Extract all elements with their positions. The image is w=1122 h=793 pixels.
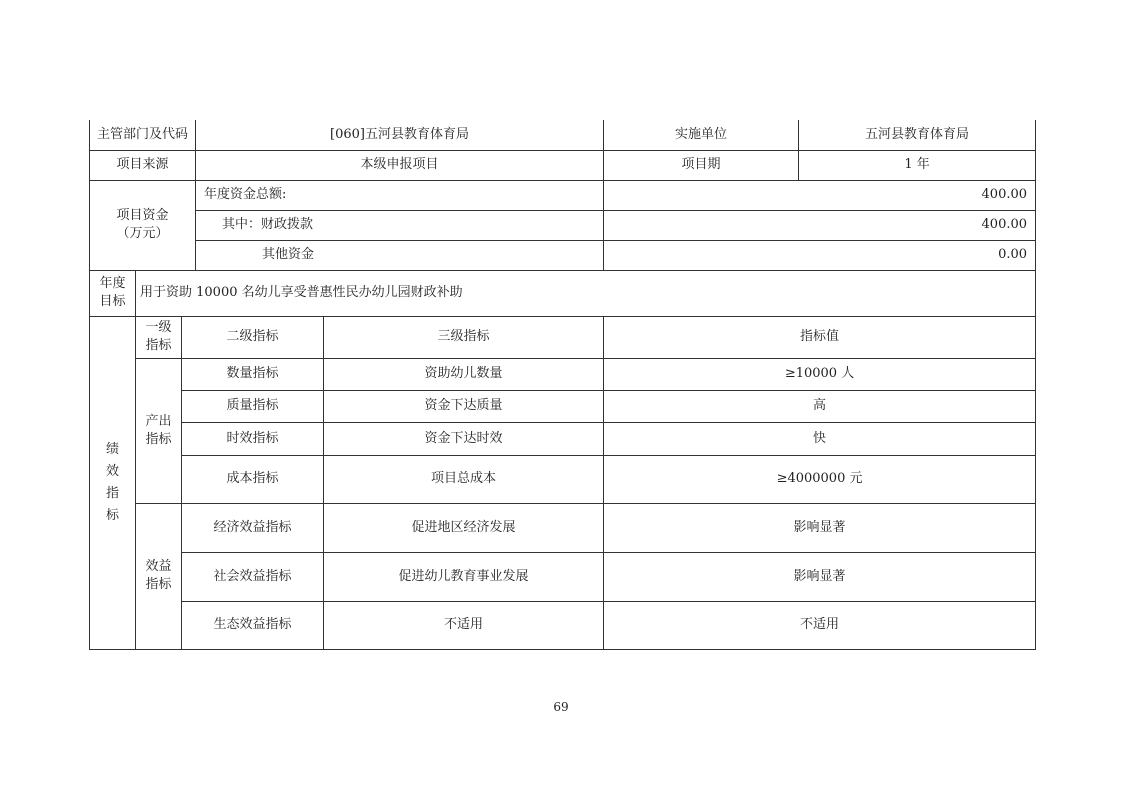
source-label: 项目来源	[90, 150, 196, 180]
output-level3: 资金下达质量	[324, 390, 604, 422]
benefit-level2: 经济效益指标	[182, 503, 324, 552]
output-label	[136, 358, 182, 503]
source-value: 本级申报项目	[196, 150, 604, 180]
benefit-label-line1: 效益	[145, 559, 172, 574]
funds-label-line2: （万元）	[116, 226, 169, 241]
indicator-section-char-4: 标	[105, 507, 119, 523]
indicator-section-label	[90, 316, 136, 649]
output-level2: 时效指标	[182, 422, 324, 455]
period-value: 1 年	[799, 150, 1036, 180]
indicator-section-char-1: 绩	[105, 441, 119, 457]
benefit-level3: 促进地区经济发展	[324, 503, 604, 552]
output-label-line2: 指标	[145, 431, 172, 447]
impl-label: 实施单位	[604, 120, 799, 150]
head-level1	[136, 316, 182, 358]
goal-label-line1: 年度	[99, 276, 126, 291]
goal-text: 用于资助 10000 名幼儿享受普惠性民办幼儿园财政补助	[136, 270, 1036, 316]
benefit-level3: 不适用	[324, 601, 604, 649]
head-level1-line1: 一级	[145, 320, 172, 335]
dept-label: 主管部门及代码	[90, 120, 196, 150]
funds-other-row	[90, 240, 1036, 270]
head-level3: 三级指标	[324, 316, 604, 358]
goal-label	[90, 270, 136, 316]
indicator-header-row	[90, 316, 1036, 358]
table-row	[90, 552, 1036, 601]
output-level3: 资金下达时效	[324, 422, 604, 455]
period-label: 项目期	[604, 150, 799, 180]
goal-label-line2: 目标	[99, 294, 126, 309]
funds-total-label: 年度资金总额:	[196, 180, 604, 210]
output-level2: 质量指标	[182, 390, 324, 422]
benefit-value: 不适用	[604, 601, 1036, 649]
benefit-label-line2: 指标	[145, 577, 172, 592]
table-row	[90, 601, 1036, 649]
benefit-value: 影响显著	[604, 503, 1036, 552]
table-row	[90, 358, 1036, 390]
benefit-level2: 社会效益指标	[182, 552, 324, 601]
funds-total-value: 400.00	[604, 180, 1036, 210]
funds-fiscal-row	[90, 210, 1036, 240]
funds-label	[90, 180, 196, 270]
funds-label-line1: 项目资金	[116, 208, 169, 223]
output-value: ≥4000000 元	[604, 455, 1036, 503]
performance-target-table	[89, 120, 1036, 650]
table-row	[90, 390, 1036, 422]
output-level3: 资助幼儿数量	[324, 358, 604, 390]
output-value: 快	[604, 422, 1036, 455]
page-number: 69	[553, 700, 569, 714]
goal-row	[90, 270, 1036, 316]
funds-other-value: 0.00	[604, 240, 1036, 270]
table-row	[90, 455, 1036, 503]
dept-value: [060]五河县教育体育局	[196, 120, 604, 150]
output-value: ≥10000 人	[604, 358, 1036, 390]
table-row	[90, 503, 1036, 552]
source-row	[90, 150, 1036, 180]
indicator-section-char-3: 指	[105, 485, 119, 501]
head-level2: 二级指标	[182, 316, 324, 358]
output-level2: 成本指标	[182, 455, 324, 503]
funds-fiscal-label: 其中：财政拨款	[196, 210, 604, 240]
dept-row	[90, 120, 1036, 150]
funds-total-row	[90, 180, 1036, 210]
head-value: 指标值	[604, 316, 1036, 358]
benefit-value: 影响显著	[604, 552, 1036, 601]
benefit-level2: 生态效益指标	[182, 601, 324, 649]
benefit-level3: 促进幼儿教育事业发展	[324, 552, 604, 601]
head-level1-line2: 指标	[145, 338, 172, 353]
impl-value: 五河县教育体育局	[799, 120, 1036, 150]
indicator-section-char-2: 效	[105, 463, 119, 479]
output-level3: 项目总成本	[324, 455, 604, 503]
table-row	[90, 422, 1036, 455]
funds-other-label: 其他资金	[196, 240, 604, 270]
output-level2: 数量指标	[182, 358, 324, 390]
output-label-line1: 产出	[145, 413, 172, 429]
benefit-label	[136, 503, 182, 649]
output-value: 高	[604, 390, 1036, 422]
funds-fiscal-value: 400.00	[604, 210, 1036, 240]
